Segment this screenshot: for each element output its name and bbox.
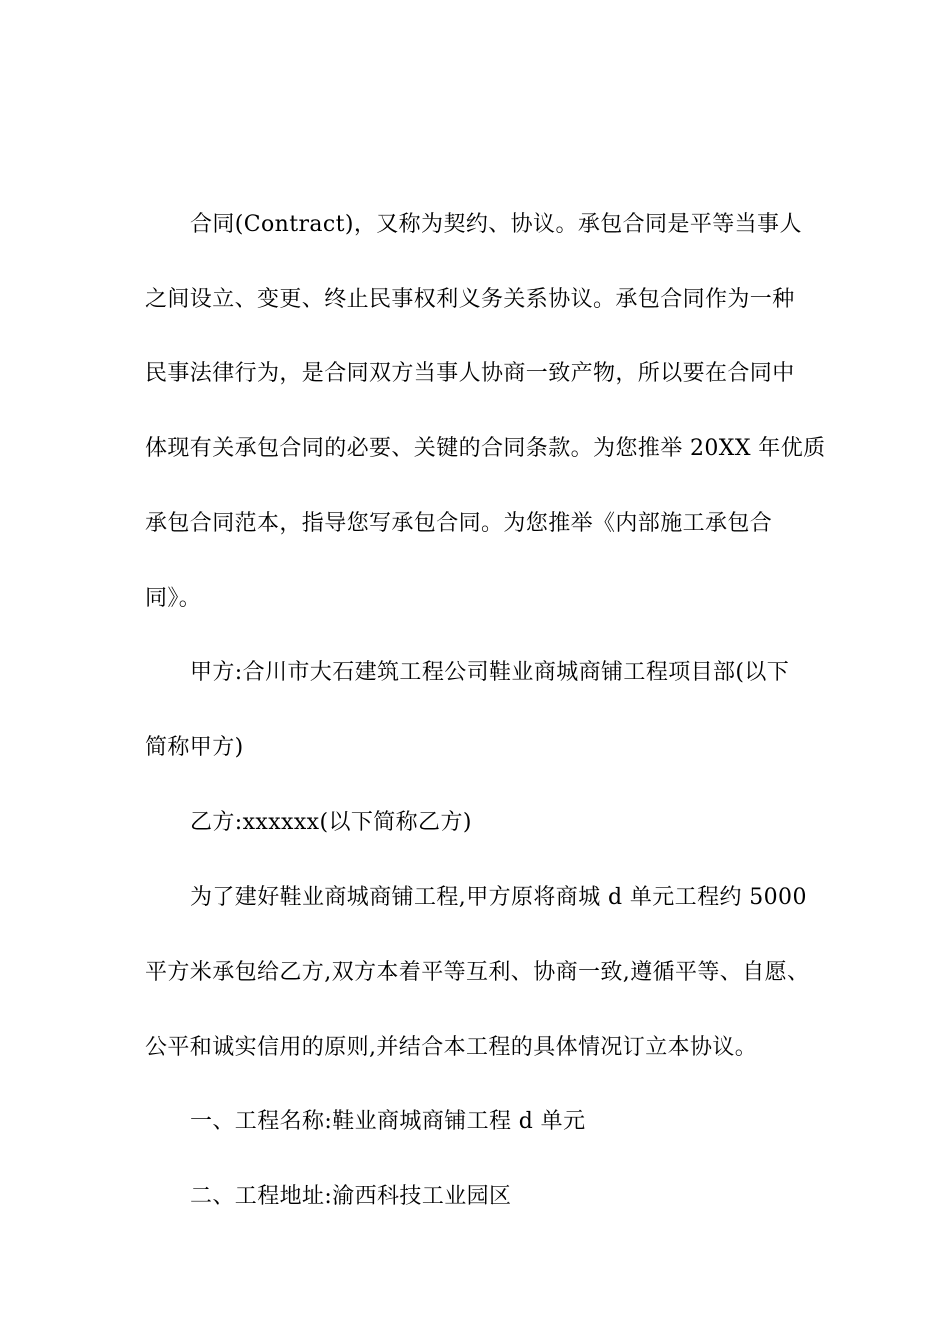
intro-paragraph-line: 同》。 — [145, 586, 202, 611]
intro-paragraph-line: 之间设立、变更、终止民事权利义务关系协议。承包合同作为一种 — [145, 287, 795, 312]
clause-project-name: 一、工程名称:鞋业商城商铺工程 d 单元 — [190, 1109, 586, 1134]
party-a-line: 简称甲方) — [145, 735, 244, 760]
party-b-line: 乙方:xxxxxx(以下简称乙方) — [190, 810, 472, 835]
purpose-paragraph-line: 为了建好鞋业商城商铺工程,甲方原将商城 d 单元工程约 5000 — [190, 885, 807, 910]
intro-paragraph-line: 合同(Contract)，又称为契约、协议。承包合同是平等当事人 — [190, 212, 802, 237]
intro-paragraph-line: 承包合同范本，指导您写承包合同。为您推举《内部施工承包合 — [145, 511, 773, 536]
intro-paragraph-line: 体现有关承包合同的必要、关键的合同条款。为您推举 20XX 年优质 — [145, 436, 826, 461]
party-a-line: 甲方:合川市大石建筑工程公司鞋业商城商铺工程项目部(以下 — [190, 660, 790, 685]
clause-project-address: 二、工程地址:渝西科技工业园区 — [190, 1184, 512, 1209]
intro-paragraph-line: 民事法律行为，是合同双方当事人协商一致产物，所以要在合同中 — [145, 361, 795, 386]
purpose-paragraph-line: 公平和诚实信用的原则,并结合本工程的具体情况订立本协议。 — [145, 1035, 758, 1060]
purpose-paragraph-line: 平方米承包给乙方,双方本着平等互利、协商一致,遵循平等、自愿、 — [145, 960, 810, 985]
